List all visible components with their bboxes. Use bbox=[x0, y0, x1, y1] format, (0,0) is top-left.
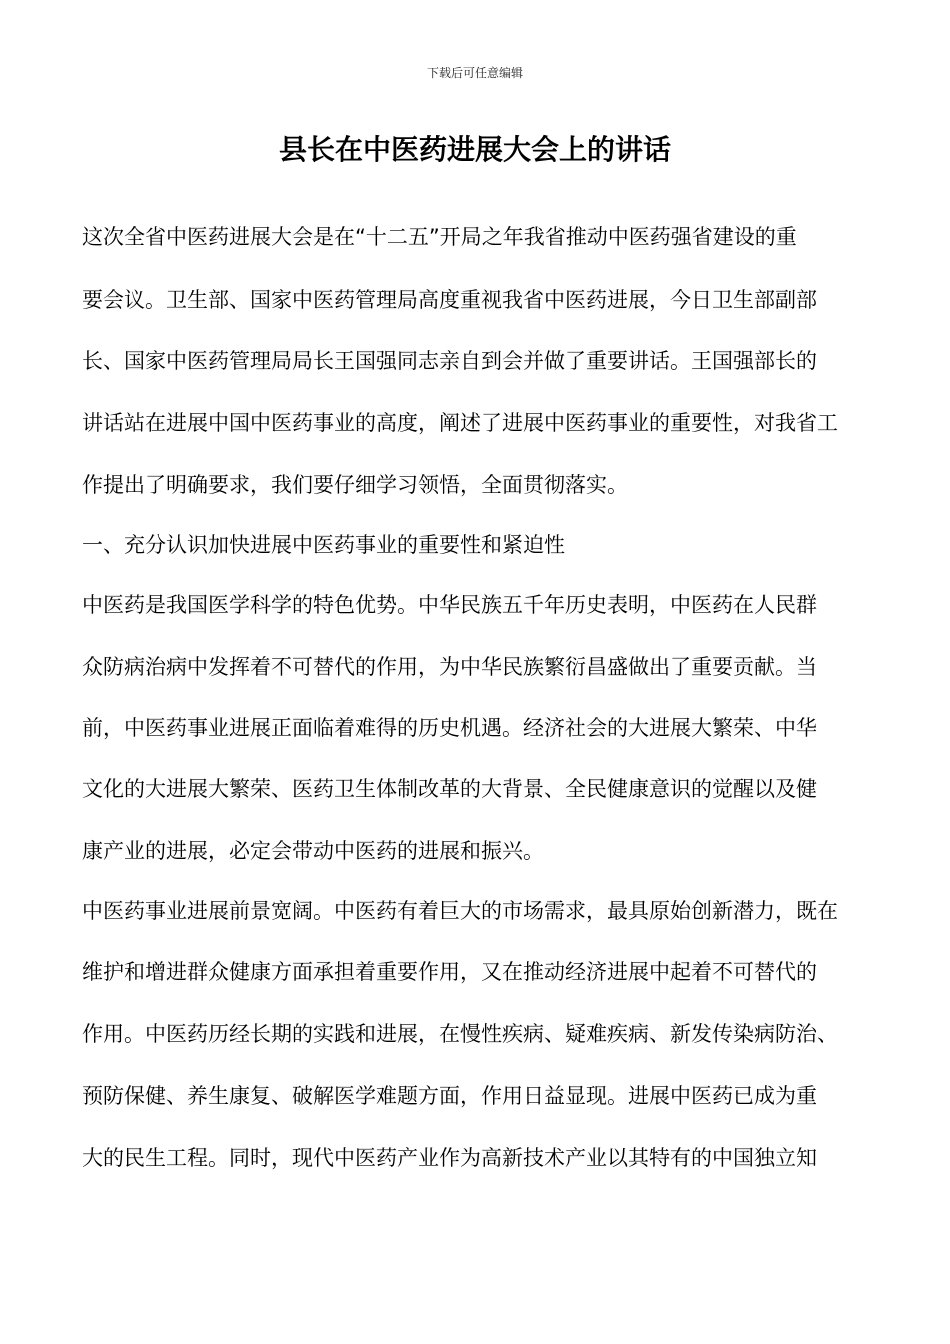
body-line: 中医药是我国医学科学的特色优势。中华民族五千年历史表明，中医药在人民群 bbox=[82, 593, 817, 617]
body-line: 这次全省中医药进展大会是在“十二五”开局之年我省推动中医药强省建设的重 bbox=[82, 225, 797, 249]
body-line: 长、国家中医药管理局局长王国强同志亲自到会并做了重要讲话。王国强部长的 bbox=[82, 349, 817, 373]
body-line: 前，中医药事业进展正面临着难得的历史机遇。经济社会的大进展大繁荣、中华 bbox=[82, 716, 817, 740]
body-line: 要会议。卫生部、国家中医药管理局高度重视我省中医药进展，今日卫生部副部 bbox=[82, 288, 817, 312]
section-heading: 一、充分认识加快进展中医药事业的重要性和紧迫性 bbox=[82, 533, 565, 557]
body-line: 众防病治病中发挥着不可替代的作用，为中华民族繁衍昌盛做出了重要贡献。当 bbox=[82, 655, 817, 679]
body-line: 中医药事业进展前景宽阔。中医药有着巨大的市场需求，最具原始创新潜力，既在 bbox=[82, 899, 838, 923]
body-line: 讲话站在进展中国中医药事业的高度，阐述了进展中医药事业的重要性，对我省工 bbox=[82, 411, 838, 435]
body-line: 预防保健、养生康复、破解医学难题方面，作用日益显现。进展中医药已成为重 bbox=[82, 1084, 817, 1108]
header-note: 下载后可任意编辑 bbox=[426, 66, 523, 80]
body-line: 康产业的进展，必定会带动中医药的进展和振兴。 bbox=[82, 839, 544, 863]
body-line: 作提出了明确要求，我们要仔细学习领悟，全面贯彻落实。 bbox=[82, 473, 628, 497]
body-line: 作用。中医药历经长期的实践和进展，在慢性疾病、疑难疾病、新发传染病防治、 bbox=[82, 1022, 838, 1046]
body-line: 文化的大进展大繁荣、医药卫生体制改革的大背景、全民健康意识的觉醒以及健 bbox=[82, 777, 817, 801]
document-title: 县长在中医药进展大会上的讲话 bbox=[278, 133, 671, 166]
body-line: 大的民生工程。同时，现代中医药产业作为高新技术产业以其特有的中国独立知 bbox=[82, 1146, 817, 1170]
body-line: 维护和增进群众健康方面承担着重要作用，又在推动经济进展中起着不可替代的 bbox=[82, 960, 817, 984]
